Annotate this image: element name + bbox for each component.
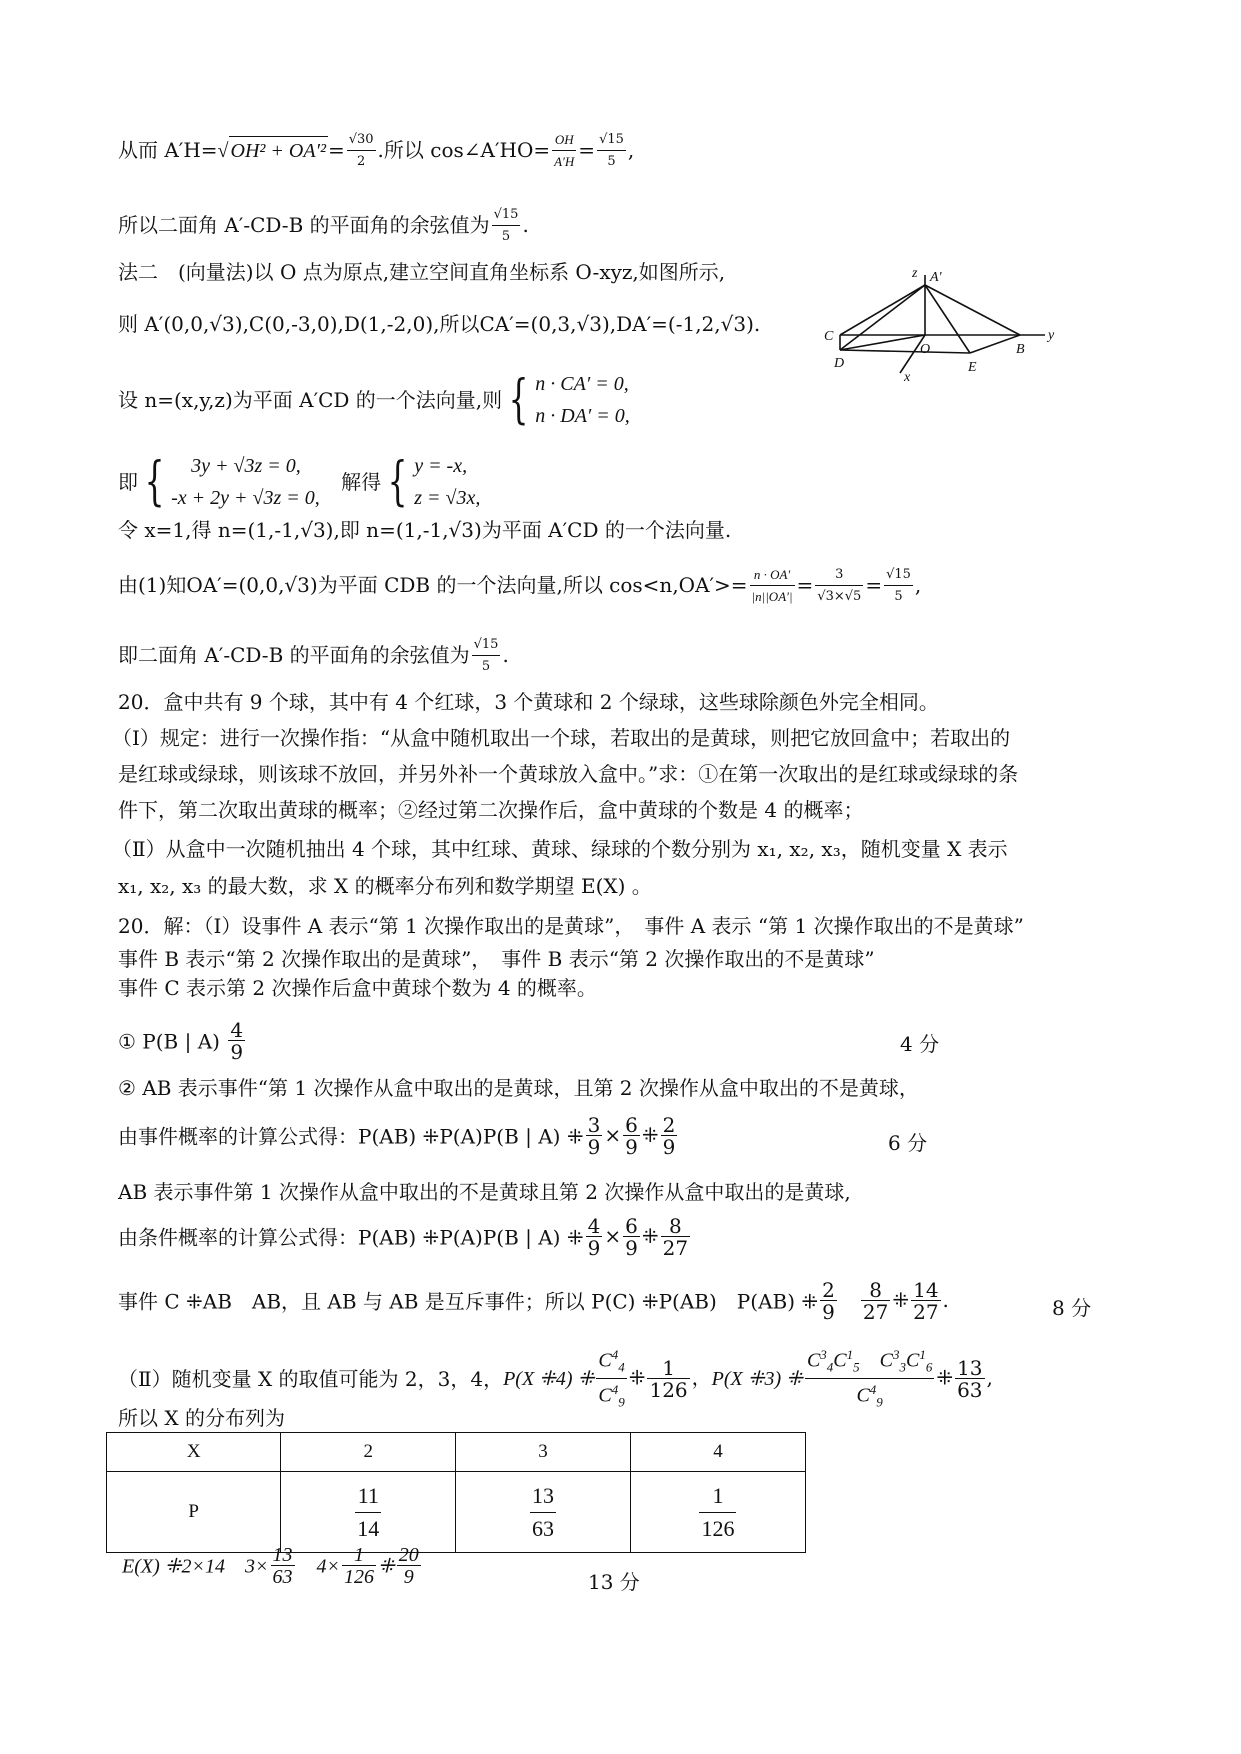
frac-den: 5	[501, 229, 511, 244]
brace: {	[144, 452, 165, 512]
frac-den: 2	[356, 154, 366, 169]
solution-l1: 20．解：（Ⅰ）设事件 A 表示“第 1 次操作取出的是黄球”， 事件 A 表示 “第 1 次操作取出的不是黄球”	[118, 914, 1024, 938]
frac-num: 8	[661, 1216, 690, 1237]
brace: {	[508, 370, 529, 430]
frac-den: 63	[957, 1377, 983, 1402]
problem-20-part2-l1: （Ⅱ）从盒中一次随机抽出 4 个球，其中红球、黄球、绿球的个数分别为 x₁, x₂, x₃，随机变量 X 表示	[112, 837, 1008, 861]
edge-ad	[840, 285, 925, 350]
frac-den: 63	[272, 1566, 293, 1588]
frac-den: 5	[481, 659, 491, 674]
frac-den: 9	[662, 1135, 676, 1159]
frac-num: √15	[492, 205, 521, 226]
text: 解得	[341, 470, 382, 494]
label-o: O	[920, 342, 931, 357]
frac-den: 27	[913, 1300, 939, 1324]
solution-l3: 事件 C 表示第 2 次操作后盒中黄球个数为 4 的概率。	[118, 976, 597, 1000]
frac-den: 9	[587, 1135, 601, 1159]
eq-2: z = √3x,	[414, 487, 481, 509]
line-cos-result-2	[118, 635, 509, 678]
expectation: E(X) ⁜2×14 3× $\frac{13}{63}$ 4× $\frac{1}{126}$ ⁜ $\frac{20}{9}$	[122, 1544, 419, 1588]
eq-2: -x + 2y + √3z = 0,	[171, 487, 320, 509]
label-d: D	[834, 356, 845, 371]
frac-num: 11	[355, 1480, 381, 1513]
frac-num: 1	[647, 1358, 689, 1379]
line-cos-vector: 由(1)知OA′=(0,0,√3)为平面 CDB 的一个法向量,所以 cos<n,OA′>= $\frac{n \cdot OA'}{|n||OA'|}$ = $\frac{3}{√3\times√5}$ = $\frac{√15}{5}$ ,	[118, 565, 921, 608]
frac-num: 3	[815, 565, 863, 586]
frac-num: √30	[347, 130, 376, 151]
frac-num: 2	[662, 1113, 676, 1137]
text: 设 n=(x,y,z)为平面 A′CD 的一个法向量,则	[118, 388, 503, 412]
distribution-caption: 所以 X 的分布列为	[118, 1406, 285, 1430]
frac-num: OH	[552, 130, 576, 151]
table-cell: P	[107, 1472, 281, 1553]
text: 所以二面角 A′-CD-B 的平面角的余弦值为	[118, 213, 490, 237]
frac-num: 8	[861, 1280, 890, 1301]
text: ,	[914, 573, 922, 597]
frac-num: $C^4_4$	[596, 1345, 626, 1379]
pyramid-figure	[820, 255, 1060, 385]
frac-den: 9	[625, 1236, 638, 1260]
frac-num: 13	[957, 1355, 983, 1380]
frac-den: 126	[701, 1515, 735, 1541]
frac-den: $C^4_9$	[856, 1381, 883, 1410]
problem-20-part2-l2: x₁, x₂, x₃ 的最大数，求 X 的概率分布列和数学期望 E(X) 。	[118, 874, 652, 898]
label-y: y	[1048, 328, 1055, 343]
eq-2: n · DA′ = 0,	[535, 405, 630, 427]
edge-ab	[925, 285, 1020, 335]
edge-de	[840, 350, 970, 353]
frac-den: 14	[357, 1515, 380, 1541]
frac-den: √3×√5	[817, 589, 862, 604]
frac-den: 27	[862, 1300, 889, 1324]
frac-num: 20	[398, 1544, 419, 1566]
line-method2: 法二 (向量法)以 O 点为原点,建立空间直角坐标系 O-xyz,如图所示,	[118, 260, 726, 284]
line-let-x: 令 x=1,得 n=(1,-1,√3),即 n=(1,-1,√3)为平面 A′CD 的一个法向量.	[118, 518, 732, 542]
label-e: E	[968, 360, 977, 375]
label-a: A′	[930, 270, 942, 285]
frac-den: 5	[607, 154, 616, 169]
edge-ac	[840, 285, 925, 335]
frac-den: 9	[403, 1566, 414, 1588]
line-coords: 则 A′(0,0,√3),C(0,-3,0),D(1,-2,0),所以CA′=(0,3,√3),DA′=(-1,2,√3).	[118, 312, 761, 336]
score-13: 13 分	[588, 1570, 640, 1594]
frac-den: 9	[230, 1040, 244, 1064]
solution-step2: ② AB 表示事件“第 1 次操作从盒中取出的是黄球，且第 2 次操作从盒中取出的不是黄球，	[118, 1076, 919, 1100]
frac-num: 4	[587, 1214, 601, 1238]
line-ah: 从而 A′H=√ OH² + OA′² = $\frac{√30}{2}$ .所以 cos∠A′HO= $\frac{OH}{A'H}$ = $\frac{√15}{5}$ ,	[118, 130, 634, 173]
line-cos-result-1	[118, 205, 529, 248]
label-x: x	[904, 370, 911, 385]
edge-ae	[925, 285, 970, 353]
brace: {	[387, 452, 408, 512]
table-cell	[630, 1472, 805, 1553]
frac-den: 126	[344, 1566, 375, 1588]
frac-num: √15	[472, 635, 501, 656]
frac-den: 126	[649, 1377, 688, 1402]
label-z: z	[912, 266, 918, 281]
table-cell	[456, 1472, 631, 1553]
frac-den: 5	[894, 589, 903, 604]
text: .所以 cos∠A′HO=	[377, 138, 551, 162]
frac-den: 63	[532, 1515, 555, 1541]
frac-num: 2	[822, 1278, 835, 1302]
table-cell: 3	[456, 1433, 631, 1472]
solution-step5: 由条件概率的计算公式得：P(AB) ⁜P(A)P(B | A) ⁜ $\frac{4}{9}$ × $\frac{6}{9}$ ⁜ $\frac{8}{27}$	[118, 1214, 689, 1260]
text: （Ⅱ）随机变量 X 的取值可能为 2，3，4，	[118, 1367, 504, 1392]
frac-den: 9	[822, 1300, 835, 1324]
score-6: 6 分	[888, 1131, 928, 1155]
sqrt-expr: OH² + OA′²	[229, 136, 328, 165]
frac-num: 6	[625, 1113, 638, 1137]
score-4: 4 分	[900, 1032, 940, 1056]
frac-num: $C^3_4C^1_5$ $C^3_3C^1_6$	[805, 1345, 934, 1379]
frac-num: 1	[342, 1545, 376, 1566]
text: 由条件概率的计算公式得：P(AB) ⁜P(A)P(B | A) ⁜	[118, 1225, 584, 1250]
frac-num: 4	[230, 1018, 244, 1042]
frac-num: 6	[625, 1214, 638, 1238]
label-b: B	[1016, 342, 1025, 357]
frac-den: |n||OA′|	[751, 589, 793, 604]
frac-num: 13	[530, 1480, 556, 1513]
table-row	[107, 1472, 806, 1553]
frac-num: 1	[699, 1480, 736, 1513]
frac-num: 14	[913, 1278, 939, 1302]
solution-step3: 由事件概率的计算公式得：P(AB) ⁜P(A)P(B | A) ⁜ $\frac{3}{9}$ × $\frac{6}{9}$ ⁜ $\frac{2}{9}$	[118, 1113, 676, 1159]
frac-den: A′H	[554, 154, 575, 169]
table-cell: 4	[630, 1433, 805, 1472]
eq-1: y = -x,	[414, 455, 468, 477]
eq-1: n · CA′ = 0,	[535, 373, 629, 395]
solution-l2: 事件 B 表示“第 2 次操作取出的是黄球”， 事件 B 表示“第 2 次操作取出的不是黄球”	[118, 947, 875, 971]
table-cell	[281, 1472, 456, 1553]
frac-num: 3	[587, 1113, 601, 1137]
text: .	[502, 643, 509, 667]
frac-num: n · OA′	[750, 565, 795, 586]
frac-den: 27	[662, 1236, 689, 1260]
frac-den: 9	[587, 1236, 601, 1260]
edge-eb	[970, 335, 1020, 353]
distribution-table	[106, 1432, 806, 1553]
text: .	[522, 213, 529, 237]
label-c: C	[824, 329, 834, 344]
table-row	[107, 1433, 806, 1472]
problem-20-part1-l3: 件下，第二次取出黄球的概率；②经过第二次操作后，盒中黄球的个数是 4 的概率；	[118, 798, 864, 822]
text: 即二面角 A′-CD-B 的平面角的余弦值为	[118, 643, 470, 667]
table-cell: 2	[281, 1433, 456, 1472]
edge-do	[840, 335, 925, 350]
text: E(X) ⁜2×14 3×	[122, 1555, 269, 1578]
text: 由(1)知OA′=(0,0,√3)为平面 CDB 的一个法向量,所以 cos<n,OA′>=	[118, 573, 748, 597]
text: 事件 C ⁜AB AB，且 AB 与 AB 是互斥事件；所以 P(C) ⁜P(AB) P(AB) ⁜	[118, 1289, 819, 1314]
line-normal-vector	[118, 368, 630, 432]
solution-part2: （Ⅱ）随机变量 X 的取值可能为 2，3，4，P(X ⁜4) ⁜ $\frac{C^4_4}{C^4_9}$ ⁜ $\frac{1}{126}$ ，P(X ⁜3) ⁜ $\frac{C^3_4C^1_5 C^3_3C^1_6}{C^4_9}$ ⁜ $\frac{13}{63}$ ,	[118, 1345, 993, 1413]
text: ,	[627, 138, 635, 162]
problem-20-part1-l2: 是红球或绿球，则该球不放回，并另外补一个黄球放入盒中。”求：①在第一次取出的是红球或绿球的条	[118, 762, 1019, 786]
text: 即	[118, 470, 138, 494]
frac-num: √15	[597, 130, 626, 151]
frac-num: √15	[884, 565, 913, 586]
table-cell: X	[107, 1433, 281, 1472]
solution-step4: AB 表示事件第 1 次操作从盒中取出的不是黄球且第 2 次操作从盒中取出的是黄球,	[118, 1180, 851, 1204]
line-solve-system	[118, 450, 480, 514]
frac-num: 13	[272, 1544, 293, 1566]
frac-den: $C^4_9$	[598, 1381, 625, 1410]
frac-den: 9	[625, 1135, 638, 1159]
problem-20-part1-l1: （Ⅰ）规定：进行一次操作指：“从盒中随机取出一个球，若取出的是黄球，则把它放回盒中；若取出的	[112, 726, 1011, 750]
text: 从而 A′H=	[118, 138, 218, 162]
text: 由事件概率的计算公式得：P(AB) ⁜P(A)P(B | A) ⁜	[118, 1124, 584, 1149]
eq-1: 3y + √3z = 0,	[191, 455, 301, 477]
solution-step1	[118, 1020, 247, 1063]
solution-step6: 事件 C ⁜AB AB，且 AB 与 AB 是互斥事件；所以 P(C) ⁜P(AB) P(AB) ⁜ $\frac{2}{9}$ $\frac{8}{27}$ ⁜ $\frac{14}{27}$ .	[118, 1278, 949, 1324]
score-8: 8 分	[1052, 1296, 1092, 1320]
problem-20: 20．盒中共有 9 个球，其中有 4 个红球，3 个黄球和 2 个绿球，这些球除颜色外完全相同。	[118, 690, 939, 714]
text: ① P(B | A)	[118, 1029, 227, 1054]
